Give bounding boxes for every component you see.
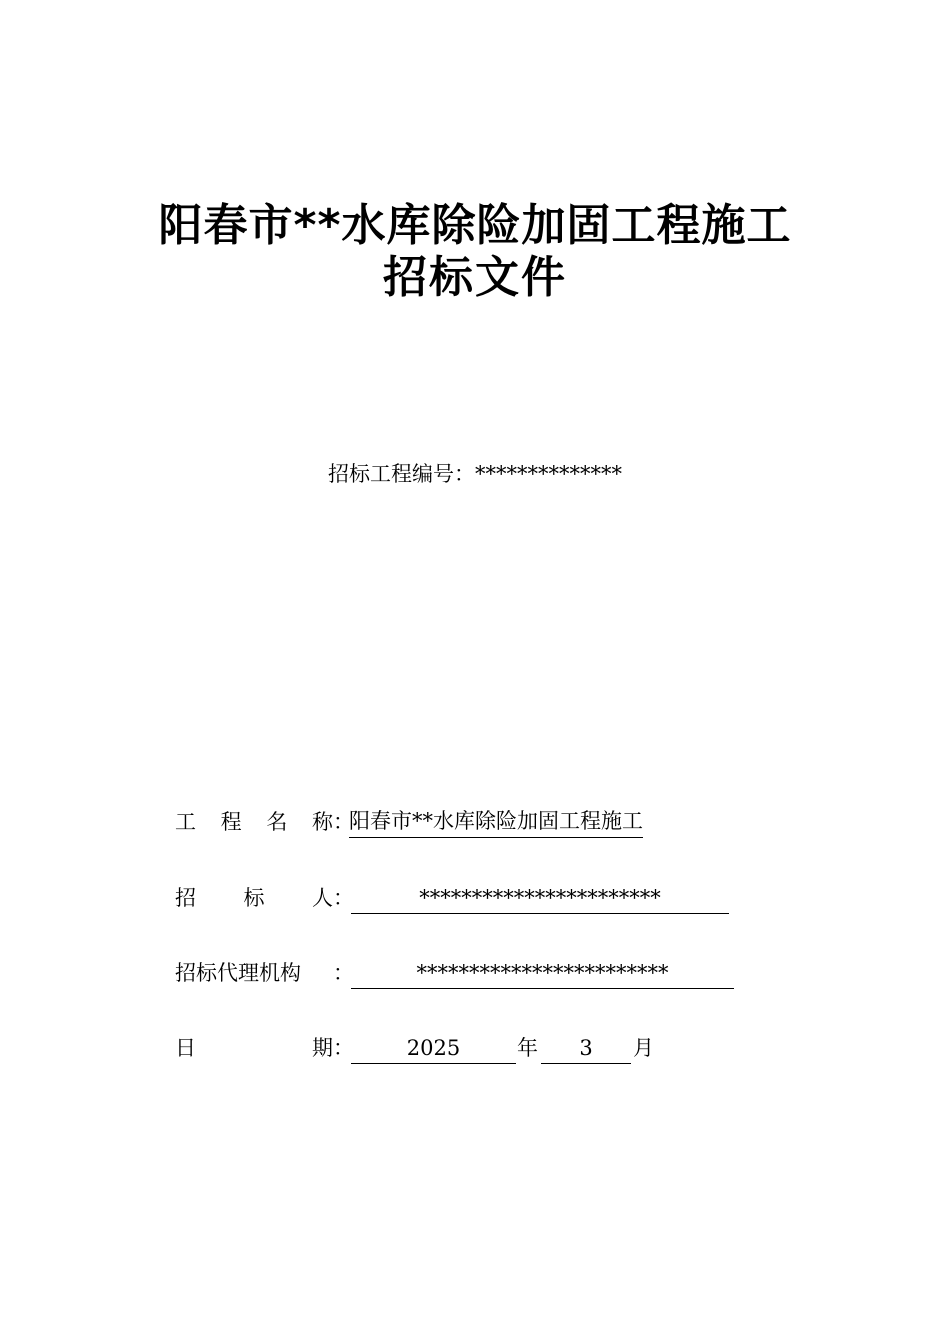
date-colon: ： (333, 1036, 354, 1060)
title-line-2: 招标文件 (383, 252, 567, 303)
tenderer-colon: ： (333, 886, 354, 910)
project-number-label: 招标工程编号： (328, 462, 475, 486)
agency-value: ************************ (351, 957, 734, 989)
date-label: 日 期 (175, 1036, 333, 1060)
project-name-colon: ： (333, 810, 354, 834)
project-number (0, 459, 950, 489)
date-month-unit: 月 (633, 1036, 654, 1060)
tenderer-value: *********************** (351, 882, 729, 914)
title-line-1: 阳春市**水库除险加固工程施工 (158, 200, 792, 251)
project-name-value: 阳春市**水库除险加固工程施工 (349, 806, 643, 838)
agency-label: 招标代理机构 (175, 961, 301, 985)
tenderer-label: 招 标 人 (175, 886, 333, 910)
date-month: 3 (541, 1032, 631, 1064)
date-year-unit: 年 (517, 1036, 538, 1060)
project-name-label: 工 程 名 称 (175, 810, 333, 834)
agency-colon: ： (333, 961, 354, 985)
project-number-value: ************** (475, 462, 622, 486)
date-year: 2025 (351, 1032, 516, 1064)
